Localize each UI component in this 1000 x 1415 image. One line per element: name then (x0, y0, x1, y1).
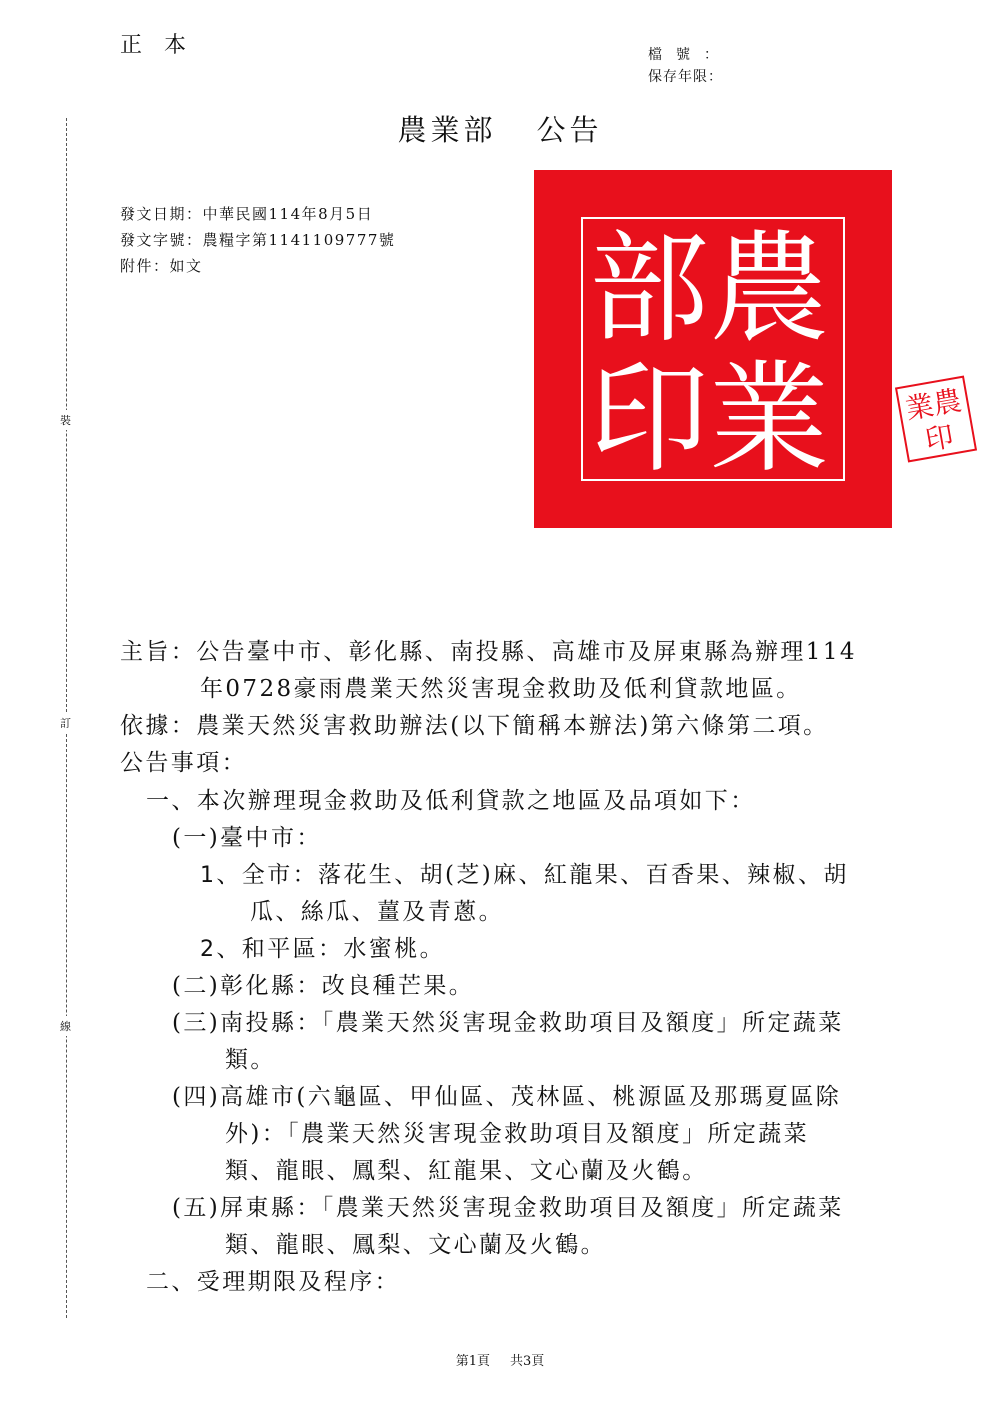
subject-line-1: 主旨：公告臺中市、彰化縣、南投縣、高雄市及屏東縣為辦理114 (120, 639, 857, 665)
page-number: 第1頁 (455, 1354, 490, 1369)
subject-line-2: 年0728豪雨農業天然災害現金救助及低利貸款地區。 (200, 676, 802, 702)
seal-char-yin: 印 (589, 350, 709, 489)
small-seal-char-2: 業 (903, 388, 937, 426)
total-pages: 共3頁 (510, 1354, 545, 1369)
taichung-item-1-line-1: 1、全市：落花生、胡(芝)麻、紅龍果、百香果、辣椒、胡 (200, 862, 849, 888)
small-seal-char-3: 印 (922, 419, 957, 457)
taichung-heading: (一)臺中市： (172, 825, 322, 851)
changhua-line: (二)彰化縣：改良種芒果。 (172, 973, 475, 999)
binding-mark-xian: 線 (60, 1016, 71, 1036)
taichung-item-2: 2、和平區：水蜜桃。 (200, 936, 446, 962)
kaohsiung-line-1: (四)高雄市(六龜區、甲仙區、茂林區、桃源區及那瑪夏區除 (172, 1084, 842, 1110)
seal-char-nong: 農 (709, 220, 829, 359)
reference-number: 發文字號：農糧字第1141109777號 (120, 231, 396, 249)
announcement-heading: 公告事項： (120, 750, 247, 776)
taichung-item-1-line-2: 瓜、絲瓜、薑及青蔥。 (250, 899, 504, 925)
small-seal (891, 372, 980, 466)
basis-line: 依據：農業天然災害救助辦法(以下簡稱本辦法)第六條第二項。 (120, 713, 829, 739)
binding-mark-zhuang: 裝 (60, 410, 71, 430)
small-seal-char-1: 農 (930, 383, 964, 421)
attachment-note: 附件：如文 (120, 257, 203, 275)
pingtung-line-1: (五)屏東縣：「農業天然災害現金救助項目及額度」所定蔬菜 (172, 1195, 844, 1221)
list-number-1: 1 (200, 863, 217, 888)
item-1-heading: 一、本次辦理現金救助及低利貸款之地區及品項如下： (146, 788, 756, 814)
retention-period-label: 保存年限： (648, 69, 723, 85)
page-footer (0, 1350, 1000, 1369)
nantou-line-2: 類。 (225, 1047, 276, 1073)
document-type: 公告 (536, 113, 603, 147)
seal-char-ye: 業 (709, 350, 829, 489)
file-number-label: 檔號： (648, 47, 732, 63)
original-copy-mark: 正本 (120, 33, 209, 58)
issue-date: 發文日期：中華民國114年8月5日 (120, 205, 374, 223)
nantou-line-1: (三)南投縣：「農業天然災害現金救助項目及額度」所定蔬菜 (172, 1010, 844, 1036)
official-seal (534, 170, 892, 528)
kaohsiung-line-3: 類、龍眼、鳳梨、紅龍果、文心蘭及火鶴。 (225, 1158, 708, 1184)
kaohsiung-line-2: 外)：「農業天然災害現金救助項目及額度」所定蔬菜 (225, 1121, 810, 1147)
item-2-heading: 二、受理期限及程序： (146, 1269, 400, 1295)
agency-name: 農業部 (397, 113, 497, 147)
binding-mark-ding: 訂 (60, 713, 71, 733)
document-title (0, 108, 1000, 149)
list-number-2: 2 (200, 937, 217, 962)
pingtung-line-2: 類、龍眼、鳳梨、文心蘭及火鶴。 (225, 1232, 606, 1258)
seal-char-bu: 部 (589, 220, 709, 359)
